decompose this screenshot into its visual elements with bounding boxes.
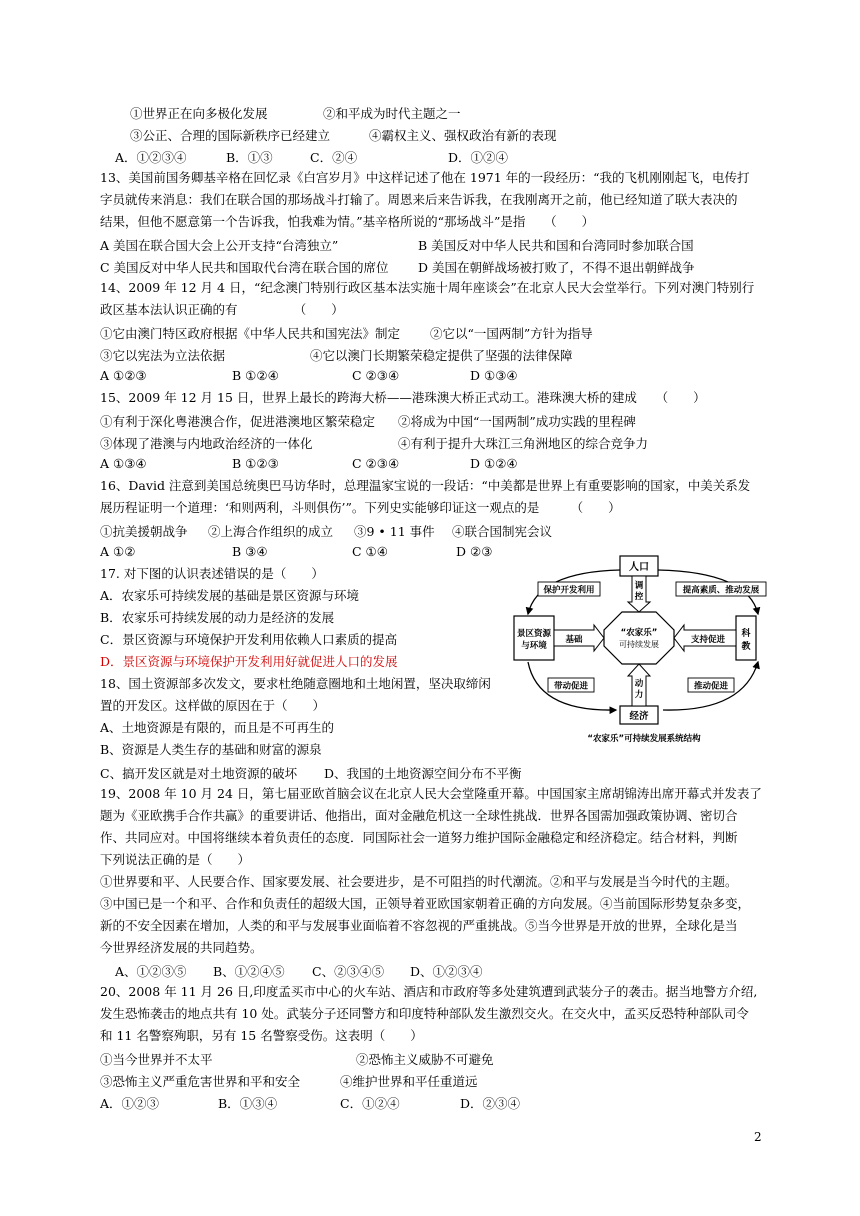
q14-option-2: ②它以“一国两制”方针为指导 [430, 326, 593, 341]
node-resources-label-2: 与环境 [521, 641, 547, 651]
q18-option-b: B、资源是人类生存的基础和财富的源泉 [100, 742, 322, 757]
q19-body-line: 新的不安全因素在增加，人类的和平与发展事业面临着不容忽视的严重挑战。⑤当今世界是开放的世界，全球化是当 [100, 918, 738, 933]
q12-option-4: ④霸权主义、强权政治有新的表现 [369, 128, 557, 143]
q14-option-4: ④它以澳门长期繁荣稳定提供了坚强的法律保障 [310, 348, 573, 363]
q20-option-1: ①当今世界并不太平 [100, 1052, 213, 1067]
q15-option-2: ②将成为中国“一国两制”成功实践的里程碑 [398, 414, 636, 429]
q19-stem-line: 下列说法正确的是（ ） [100, 852, 251, 867]
q14-option-1: ①它由澳门特区政府根据《中华人民共和国宪法》制定 [100, 326, 401, 341]
q14-stem-line: 14、2009 年 12 月 4 日，“纪念澳门特别行政区基本法实施十周年座谈会”在北京人民大会堂举行。下列对澳门特别行 [100, 280, 755, 295]
q20-option-2: ②恐怖主义威胁不可避免 [356, 1052, 494, 1067]
q17-option-d: D．景区资源与环境保护开发利用好就促进人口的发展 [100, 654, 398, 669]
q14-answer-d: D ①③④ [470, 368, 518, 383]
q14-option-3: ③它以宪法为立法依据 [100, 348, 226, 363]
q16-answer-a: A ①② [100, 544, 136, 559]
q14-answer-b: B ①②④ [232, 368, 279, 383]
q16-option-4: ④联合国制宪会议 [452, 524, 553, 539]
q17-option-b: B．农家乐可持续发展的动力是经济的发展 [100, 610, 335, 625]
q12-answer-b: B．①③ [226, 150, 273, 165]
curve-label-tl: 保护开发利用 [543, 585, 595, 596]
curve-label-bl: 带动促进 [553, 681, 589, 692]
q14-answer-a: A ①②③ [100, 368, 147, 383]
q13-stem-line: 13、美国前国务卿基辛格在回忆录《白宫岁月》中这样记述了他在 1971 年的一段经历：“我的飞机刚刚起飞，电传打 [100, 170, 750, 185]
q15-answer-b: B ①②③ [232, 456, 279, 471]
q13-option-c: C 美国反对中华人民共和国取代台湾在联合国的席位 [100, 260, 389, 275]
q16-answer-b: B ③④ [232, 544, 268, 559]
q19-answer-d: D、①②③④ [410, 964, 483, 979]
node-resources-label-1: 景区资源 [516, 629, 552, 639]
q18-option-d: D、我国的土地资源空间分布不平衡 [324, 766, 522, 781]
curve-label-br: 推动促进 [693, 681, 729, 692]
q15-answer-c: C ②③④ [352, 456, 400, 471]
q18-stem-line: 置的开发区。这样做的原因在于（ ） [100, 698, 326, 713]
q20-stem-line: 20、2008 年 11 月 26 日,印度孟买市中心的火车站、酒店和市政府等多处建筑遭到武装分子的袭击。据当地警方介绍, [100, 984, 758, 999]
node-science-label-2: 教 [741, 642, 751, 652]
q16-option-1: ①抗美援朝战争 [100, 524, 188, 539]
q17-option-a: A．农家乐可持续发展的基础是景区资源与环境 [100, 588, 360, 603]
q20-option-3: ③恐怖主义严重危害世界和平和安全 [100, 1074, 301, 1089]
arrow-support-label: 支持促进 [690, 635, 726, 645]
q15-option-1: ①有利于深化粤港澳合作，促进港澳地区繁荣稳定 [100, 414, 376, 429]
q18-stem-line: 18、国土资源部多次发文，要求杜绝随意圈地和土地闲置，坚决取缔闲 [100, 676, 491, 691]
q20-answer-c: C．①②④ [340, 1096, 400, 1111]
sustainable-development-diagram [508, 552, 780, 748]
page-number: 2 [754, 1130, 762, 1144]
diagram-caption: “农家乐”可持续发展系统结构 [587, 734, 701, 744]
q12-answer-d: D．①②④ [448, 150, 509, 165]
q19-body-line: ③中国已是一个和平、合作和负责任的超级大国，正领导着亚欧国家朝着正确的方向发展。④当前国际形势复杂多变， [100, 896, 751, 911]
q15-option-4: ④有利于提升大珠江三角洲地区的综合竞争力 [398, 436, 649, 451]
q12-option-2: ②和平成为时代主题之一 [323, 106, 461, 121]
q19-body-line: ①世界要和平、人民要合作、国家要发展、社会要进步，是不可阻挡的时代潮流。②和平与发展是当今时代的主题。 [100, 874, 738, 889]
q19-answer-a: A、①②③⑤ [115, 964, 187, 979]
q12-option-1: ①世界正在向多极化发展 [130, 106, 268, 121]
q19-answer-b: B、①②④⑤ [213, 964, 285, 979]
q15-answer-d: D ①②④ [470, 456, 518, 471]
q14-stem-line: 政区基本法认识正确的有 （ ） [100, 302, 344, 317]
q13-option-a: A 美国在联合国大会上公开支持“台湾独立” [100, 238, 339, 253]
q19-answer-c: C、②③④⑤ [312, 964, 385, 979]
q13-stem-line: 结果，但他不愿意第一个告诉我，怕我难为情。”基辛格所说的“那场战斗”是指 （ ） [100, 214, 595, 229]
q18-option-a: A、土地资源是有限的，而且是不可再生的 [100, 720, 335, 735]
node-economy-label: 经济 [629, 711, 649, 722]
q13-option-b: B 美国反对中华人民共和国和台湾同时参加联合国 [418, 238, 694, 253]
arrow-force-label-1: 动 [634, 679, 644, 689]
q13-option-d: D 美国在朝鲜战场被打败了，不得不退出朝鲜战争 [418, 260, 695, 275]
q19-stem-line: 19、2008 年 10 月 24 日，第七届亚欧首脑会议在北京人民大会堂隆重开幕。中国国家主席胡锦涛出席开幕式并发表了 [100, 786, 762, 801]
node-science-label-1: 科 [741, 629, 751, 639]
q12-option-3: ③公正、合理的国际新秩序已经建立 [130, 128, 331, 143]
q20-answer-a: A．①②③ [100, 1096, 160, 1111]
q14-answer-c: C ②③④ [352, 368, 400, 383]
q20-answer-b: B．①③④ [218, 1096, 278, 1111]
q16-stem-line: 16、David 注意到美国总统奥巴马访华时，总理温家宝说的一段话：“中美都是世界上有重要影响的国家，中美关系发 [100, 478, 751, 493]
q17-option-c: C．景区资源与环境保护开发利用依赖人口素质的提高 [100, 632, 398, 647]
node-population-label: 人口 [629, 562, 649, 573]
q19-stem-line: 题为《亚欧携手合作共赢》的重要讲话、他指出，面对金融危机这一全球性挑战．世界各国需加强政策协调、密切合 [100, 808, 738, 823]
arrow-control-label-2: 控 [634, 592, 644, 602]
q19-body-line: 今世界经济发展的共同趋势。 [100, 940, 263, 955]
q13-stem-line: 字员就传来消息：我们在联合国的那场战斗打输了。周恩来后来告诉我，在我刚离开之前，他已经知道了联大表决的 [100, 192, 738, 207]
center-octagon [604, 612, 674, 664]
q20-stem-line: 发生恐怖袭击的地点共有 10 处。武装分子还同警方和印度特种部队发生激烈交火。在交火中，孟买反恐特种部队司令 [100, 1006, 749, 1021]
q18-option-c: C、搞开发区就是对土地资源的破坏 [100, 766, 298, 781]
q15-stem: 15、2009 年 12 月 15 日，世界上最长的跨海大桥——港珠澳大桥正式动工。港珠澳大桥的建成 （ ） [100, 390, 706, 405]
curve-label-tr: 提高素质、推动发展 [682, 585, 760, 596]
q16-answer-d: D ②③ [456, 544, 493, 559]
q20-option-4: ④维护世界和平任重道远 [340, 1074, 478, 1089]
center-label-2: 可持续发展 [619, 640, 659, 649]
q16-option-3: ③9 • 11 事件 [354, 524, 435, 539]
q20-stem-line: 和 11 名警察殉职，另有 15 名警察受伤。这表明（ ） [100, 1028, 423, 1043]
q12-answer-a: A．①②③④ [115, 150, 187, 165]
q20-answer-d: D．②③④ [460, 1096, 521, 1111]
q17-stem: 17. 对下图的认识表述错误的是（ ） [100, 566, 324, 581]
center-label-1: “农家乐” [620, 628, 658, 638]
arrow-force-label-2: 力 [634, 690, 644, 700]
q16-stem-line: 展历程证明一个道理：‘和则两利，斗则俱伤’”。下列史实能够印证这一观点的是 （ ） [100, 500, 621, 515]
arrow-foundation-label: 基础 [565, 635, 583, 645]
arrow-control-label-1: 调 [634, 581, 644, 591]
q12-answer-c: C．②④ [310, 150, 358, 165]
q15-answer-a: A ①③④ [100, 456, 147, 471]
q19-stem-line: 作、共同应对。中国将继续本着负责任的态度．同国际社会一道努力维护国际金融稳定和经济稳定。结合材料，判断 [100, 830, 738, 845]
q15-option-3: ③体现了港澳与内地政治经济的一体化 [100, 436, 313, 451]
q16-answer-c: C ①④ [352, 544, 388, 559]
q16-option-2: ②上海合作组织的成立 [208, 524, 334, 539]
